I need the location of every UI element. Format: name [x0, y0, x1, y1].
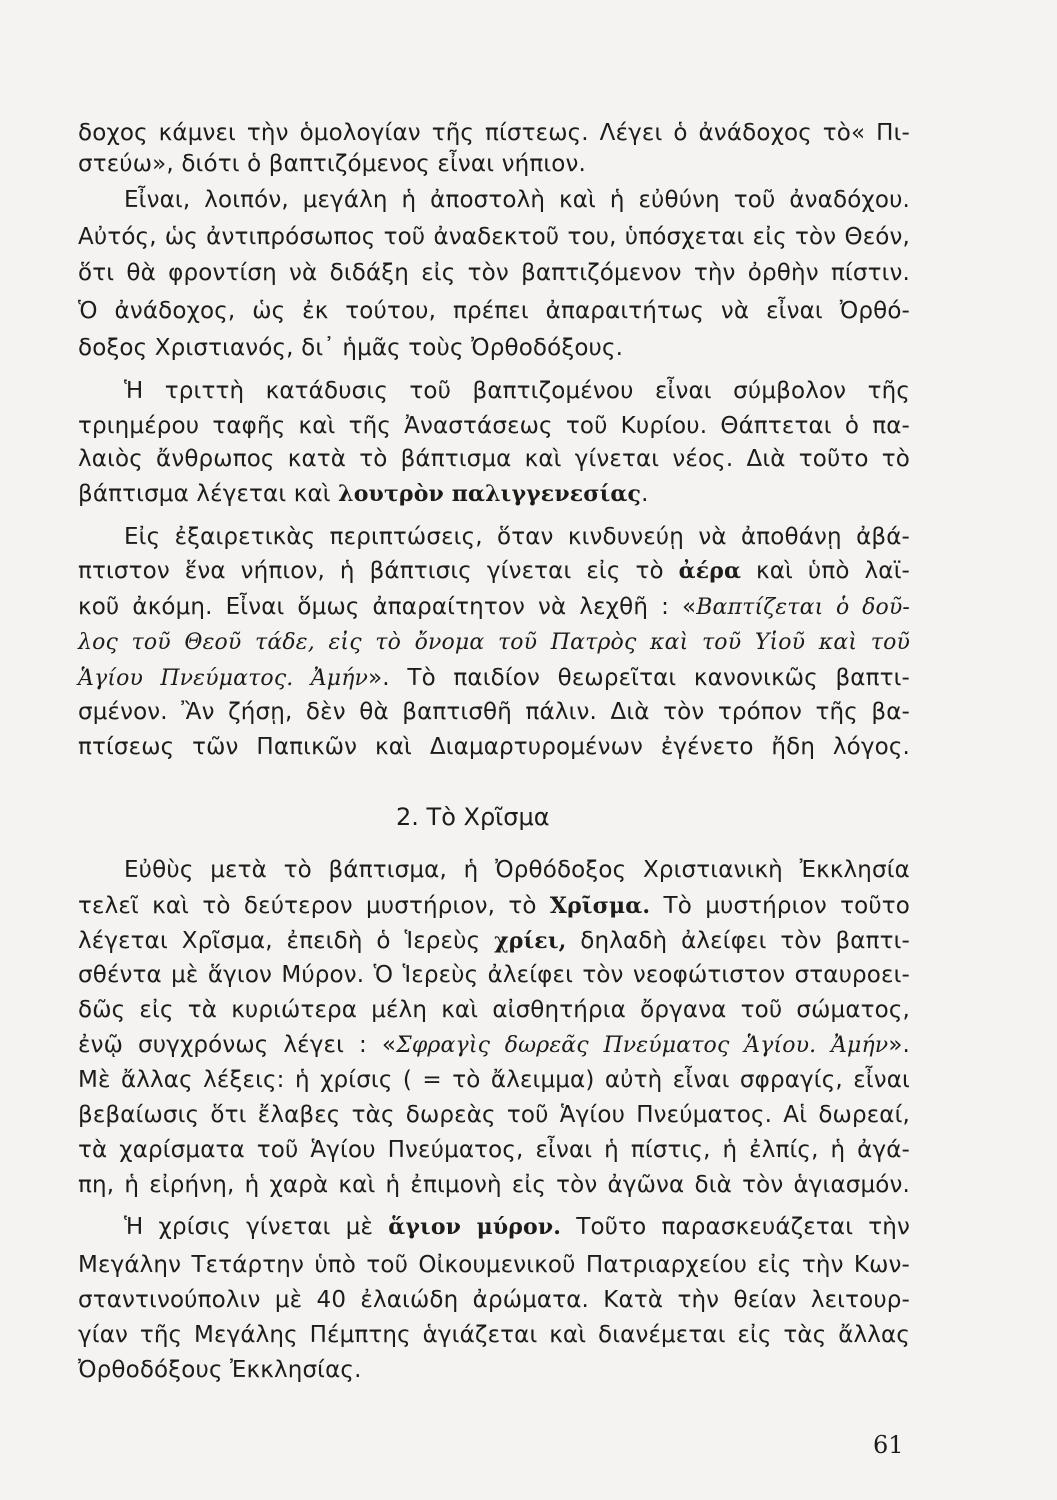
text-line: Εἰς ἐξαιρετικὰς περιπτώσεις, ὅταν κινδυνεύῃ νὰ ἀποθάνῃ ἀβά-: [124, 524, 910, 550]
text-line: Ἁγίου Πνεύματος. Ἀμήν». Τὸ παιδίον θεωρεῖται κανονικῶς βαπτι-: [78, 665, 910, 691]
text-line: δοχος κάμνει τὴν ὁμολογίαν τῆς πίστεως. Λέγει ὁ ἀνάδοχος τὸ« Πι-: [78, 120, 910, 146]
text-line: [78, 627, 910, 658]
text-line: βεβαίωσις ὅτι ἔλαβες τὰς δωρεὰς τοῦ Ἁγίου Πνεύματος. Αἱ δωρεαί,: [78, 1102, 910, 1128]
text-line: Εἶναι, λοιπόν, μεγάλη ἡ ἀποστολὴ καὶ ἡ εὐθύνη τοῦ ἀναδόχου.: [124, 187, 910, 213]
bold-term: λουτρὸν παλιγγενεσίας: [338, 481, 642, 507]
bold-term: Χρῖσμα.: [549, 893, 651, 919]
text-line: τριημέρου ταφῆς καὶ τῆς Ἀναστάσεως τοῦ Κυρίου. Θάπτεται ὁ πα-: [78, 413, 910, 439]
italic-quote: Σφραγὶς δωρεᾶς Πνεύματος Ἁγίου. Ἀμήν: [396, 1033, 889, 1058]
bold-term: ἀέρα: [678, 558, 742, 584]
text-line: βάπτισμα λέγεται καὶ λουτρὸν παλιγγενεσίας.: [78, 481, 649, 507]
text-line: τὰ χαρίσματα τοῦ Ἁγίου Πνεύματος, εἶναι ἡ πίστις, ἡ ἐλπίς, ἡ ἀγά-: [78, 1137, 910, 1163]
text-line: δοξος Χριστιανός, δι᾿ ἡμᾶς τοὺς Ὀρθοδόξους.: [78, 335, 624, 361]
text-line: Μὲ ἄλλας λέξεις: ἡ χρίσις ( = τὸ ἄλειμμα) αὐτὴ εἶναι σφραγίς, εἶναι: [78, 1067, 910, 1093]
page-number: 61: [873, 1431, 904, 1459]
text-line: πτίσεως τῶν Παπικῶν καὶ Διαμαρτυρομένων ἐγένετο ἤδη λόγος.: [78, 734, 910, 760]
text-line: Ὁ ἀνάδοχος, ὡς ἐκ τούτου, πρέπει ἀπαραιτήτως νὰ εἶναι Ὀρθό-: [78, 298, 910, 324]
section-heading: 2. Τὸ Χρῖσμα: [396, 803, 550, 831]
text-line: Ὀρθοδόξους Ἐκκλησίας.: [78, 1357, 362, 1383]
text-line: Εὐθὺς μετὰ τὸ βάπτισμα, ἡ Ὀρθόδοξος Χριστιανικὴ Ἐκκλησία: [124, 857, 910, 883]
text-line: ὅτι θὰ φροντίση νὰ διδάξη εἰς τὸν βαπτιζόμενον τὴν ὀρθὴν πίστιν.: [78, 260, 910, 286]
italic-quote: λος τοῦ Θεοῦ τάδε, εἰς τὸ ὄνομα τοῦ Πατρὸς καὶ τοῦ Υἱοῦ καὶ τοῦ: [78, 630, 910, 655]
italic-quote: Ἁγίου Πνεύματος. Ἀμήν: [78, 666, 369, 691]
text-line: σμένον. Ἂν ζήσῃ, δὲν θὰ βαπτισθῆ πάλιν. Διὰ τὸν τρόπον τῆς βα-: [78, 699, 910, 725]
text-line: ἐνῷ συγχρόνως λέγει : «Σφραγὶς δωρεᾶς Πνεύματος Ἁγίου. Ἀμήν».: [78, 1032, 910, 1058]
text-line: Αὐτός, ὡς ἀντιπρόσωπος τοῦ ἀναδεκτοῦ του, ὑπόσχεται εἰς τὸν Θεόν,: [78, 224, 910, 250]
text-line: γίαν τῆς Μεγάλης Πέμπτης ἁγιάζεται καὶ διανέμεται εἰς τὰς ἄλλας: [78, 1322, 910, 1348]
text-line: σταντινούπολιν μὲ 40 ἐλαιώδη ἀρώματα. Κατὰ τὴν θείαν λειτουρ-: [78, 1287, 910, 1313]
text-line: λαιὸς ἄνθρωπος κατὰ τὸ βάπτισμα καὶ γίνεται νέος. Διὰ τοῦτο τὸ: [78, 446, 910, 472]
text-line: Ἡ τριττὴ κατάδυσις τοῦ βαπτιζομένου εἶναι σύμβολον τῆς: [124, 378, 910, 404]
bold-term: χρίει,: [494, 928, 567, 954]
text-line: Μεγάλην Τετάρτην ὑπὸ τοῦ Οἰκουμενικοῦ Πατριαρχείου εἰς τὴν Κων-: [78, 1252, 910, 1278]
italic-quote: Βαπτίζεται ὁ δοῦ-: [696, 595, 910, 620]
text-line: δῶς εἰς τὰ κυριώτερα μέλη καὶ αἰσθητήρια ὄργανα τοῦ σώματος,: [78, 997, 910, 1023]
text-line: πη, ἡ εἰρήνη, ἡ χαρὰ καὶ ἡ ἐπιμονὴ εἰς τὸν ἀγῶνα διὰ τὸν ἁγιασμόν.: [78, 1172, 910, 1198]
text-line: σθέντα μὲ ἅγιον Μύρον. Ὁ Ἱερεὺς ἀλείφει τὸν νεοφώτιστον σταυροει-: [78, 962, 910, 988]
bold-term: ἅγιον μύρον.: [388, 1214, 562, 1240]
text-line: κοῦ ἀκόμη. Εἶναι ὅμως ἀπαραίτητον νὰ λεχθῆ : «Βαπτίζεται ὁ δοῦ-: [78, 594, 910, 620]
text-line: τελεῖ καὶ τὸ δεύτερον μυστήριον, τὸ Χρῖσμα. Τὸ μυστήριον τοῦτο: [78, 893, 911, 919]
text-line: στεύω», διότι ὁ βαπτιζόμενος εἶναι νήπιον.: [78, 151, 586, 177]
text-line: λέγεται Χρῖσμα, ἐπειδὴ ὁ Ἱερεὺς χρίει, δηλαδὴ ἀλείφει τὸν βαπτι-: [78, 928, 910, 954]
text-line: πτιστον ἕνα νήπιον, ἡ βάπτισις γίνεται εἰς τὸ ἀέρα καὶ ὑπὸ λαϊ-: [78, 558, 910, 584]
text-line: Ἡ χρίσις γίνεται μὲ ἅγιον μύρον. Τοῦτο παρασκευάζεται τὴν: [124, 1214, 911, 1240]
